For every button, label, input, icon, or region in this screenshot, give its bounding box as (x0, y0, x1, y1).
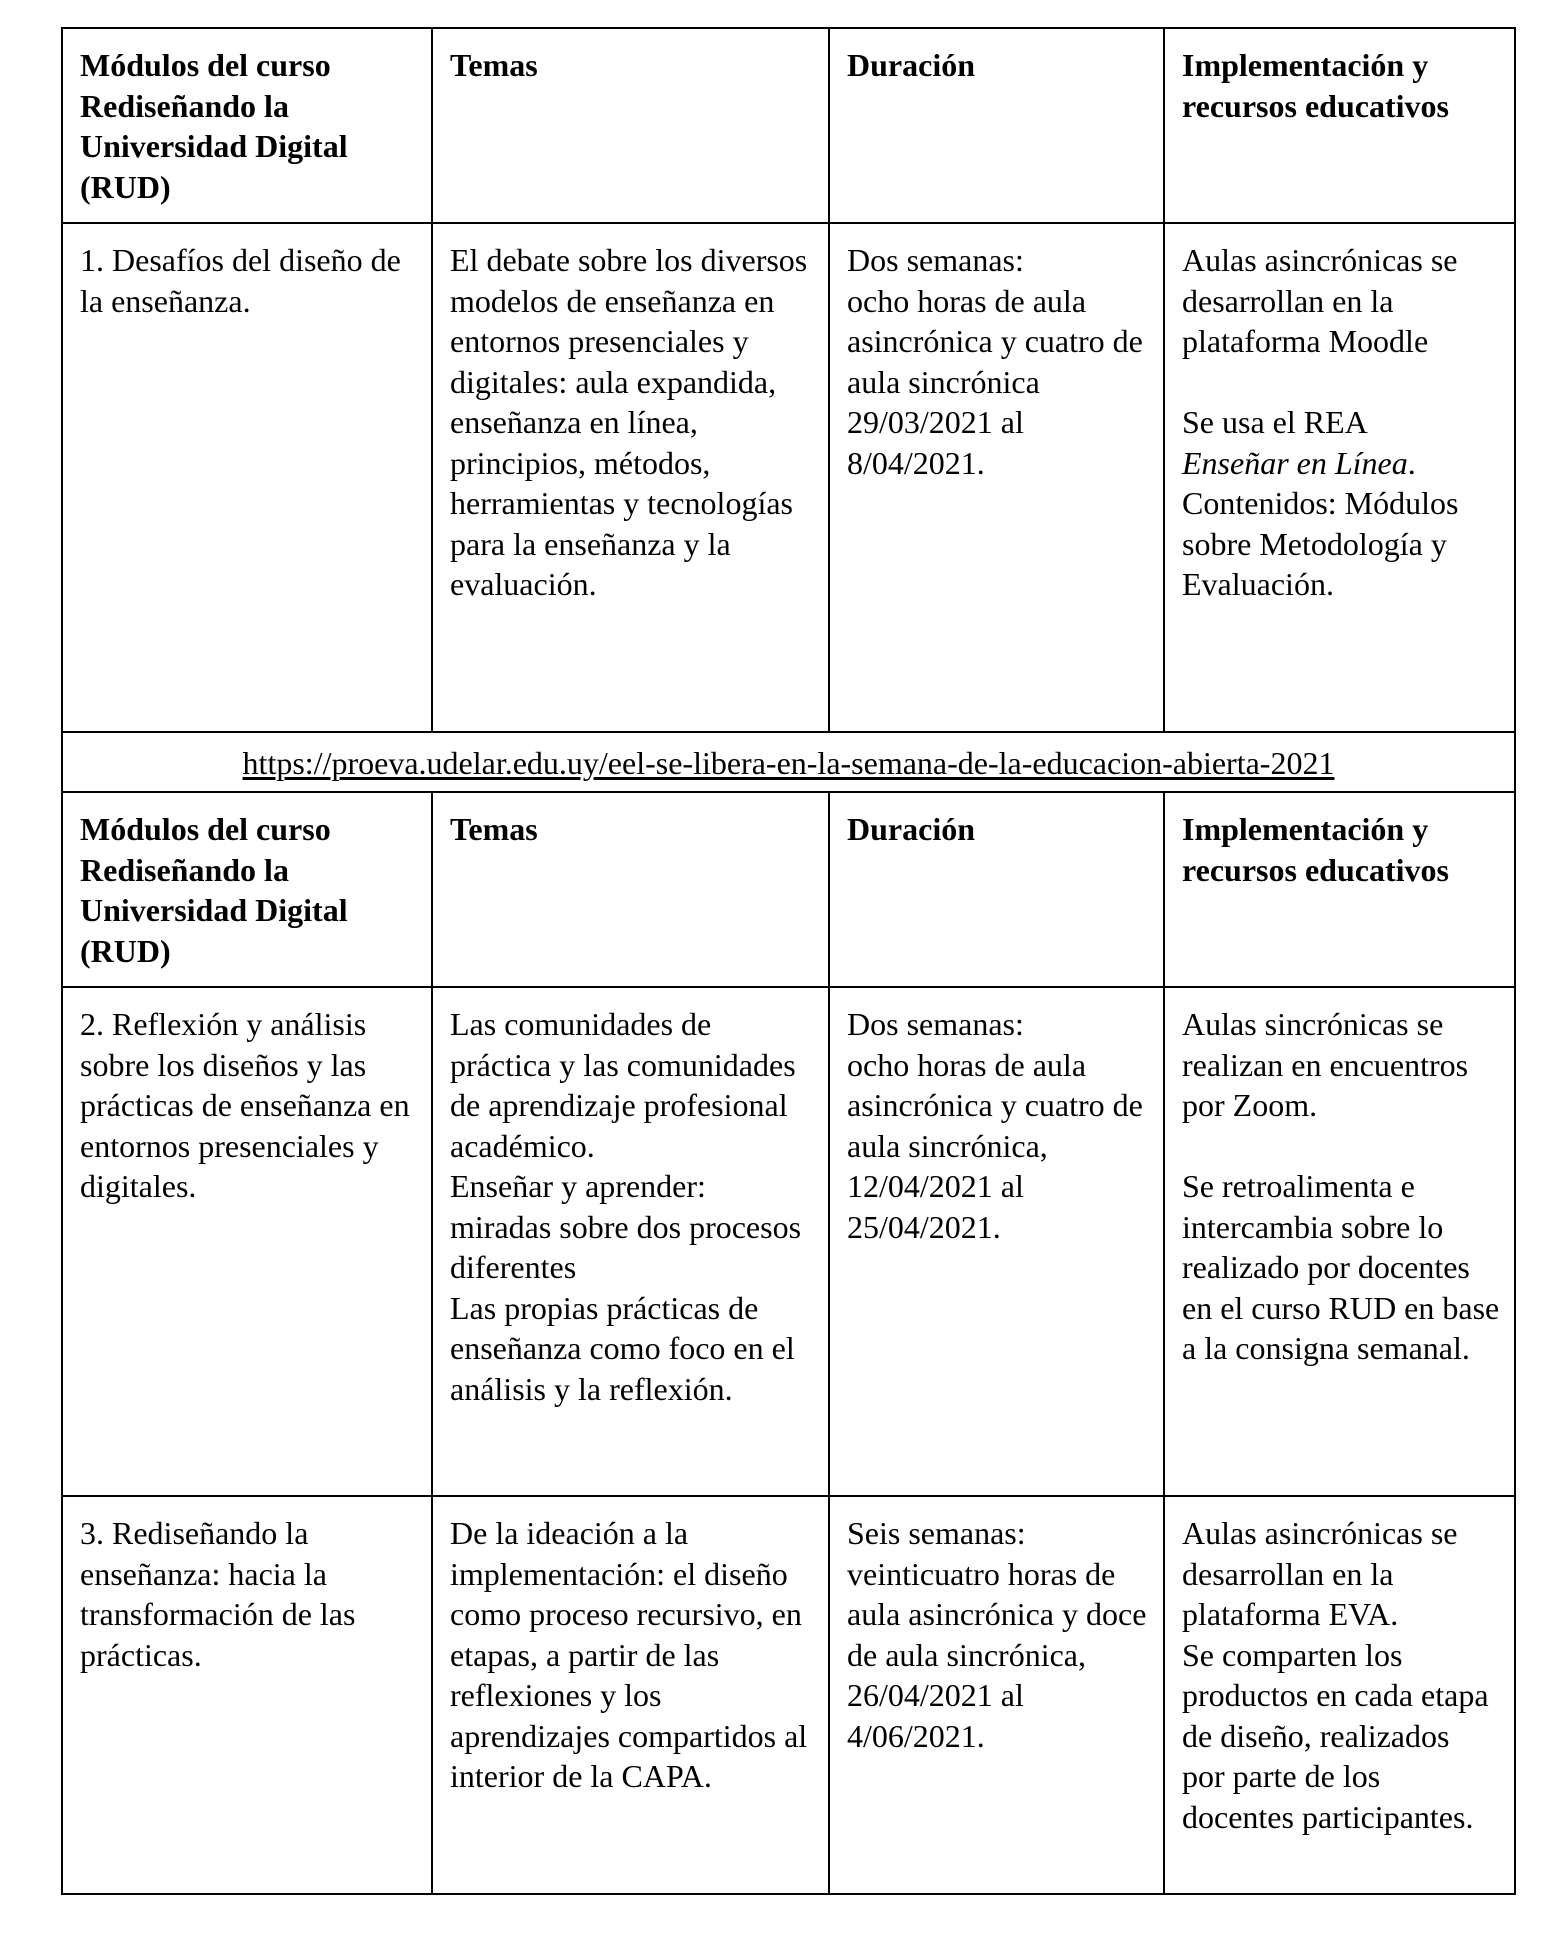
link-cell (62, 732, 1515, 792)
module-1-title-text: 1. Desafíos del diseño de la enseñanza. (80, 242, 401, 319)
header-temas (432, 28, 829, 223)
header-duracion-text: Duración (847, 47, 975, 83)
header-implementacion-repeat (1164, 792, 1515, 987)
module-1-temas-text: El debate sobre los diversos modelos de enseñanza en entornos presenciales y digitales: aula expandida, enseñanza en línea, principios, métodos, herramientas y tecnologías para la enseñanza y la evaluación. (450, 242, 808, 602)
module-2-impl-paragraph-1: Aulas sincrónicas se realizan en encuentros por Zoom. (1182, 1006, 1469, 1123)
header-implementacion (1164, 28, 1515, 223)
module-2-duracion-text: Dos semanas: ocho horas de aula asincrónica y cuatro de aula sincrónica, 12/04/2021 al 25/04/2021. (847, 1006, 1143, 1245)
module-1-impl-paragraph-1: Aulas asincrónicas se desarrollan en la plataforma Moodle (1182, 242, 1458, 359)
module-1-implementacion (1164, 223, 1515, 732)
header-modules-repeat-text: Módulos del curso Rediseñando la Universidad Digital (RUD) (80, 811, 348, 969)
course-modules-table (61, 27, 1516, 1895)
header-temas-text: Temas (450, 47, 538, 83)
module-2-temas-text: Las comunidades de práctica y las comunidades de aprendizaje profesional académico. Enseñar y aprender: miradas sobre dos procesos diferentes Las propias prácticas de enseñanza como foco en el análisis y la reflexión. (450, 1006, 802, 1407)
module-3-title (62, 1496, 432, 1894)
table-header-row-repeat (62, 792, 1515, 987)
module-3-implementacion (1164, 1496, 1515, 1894)
header-modules-text: Módulos del curso Rediseñando la Universidad Digital (RUD) (80, 47, 348, 205)
module-2-title (62, 987, 432, 1496)
table-row-module-1 (62, 223, 1515, 732)
module-3-duracion-text: Seis semanas: veinticuatro horas de aula asincrónica y doce de aula sincrónica, 26/04/2021 al 4/06/2021. (847, 1515, 1147, 1754)
module-1-impl-paragraph-2 (1182, 404, 1458, 602)
module-1-duracion (829, 223, 1164, 732)
table-row-link (62, 732, 1515, 792)
module-2-implementacion (1164, 987, 1515, 1496)
module-2-duracion (829, 987, 1164, 1496)
module-3-duracion (829, 1496, 1164, 1894)
module-1-temas (432, 223, 829, 732)
module-2-impl-paragraph-2: Se retroalimenta e intercambia sobre lo realizado por docentes en el curso RUD en base a la consigna semanal. (1182, 1168, 1500, 1366)
table-row-module-3 (62, 1496, 1515, 1894)
module-2-temas (432, 987, 829, 1496)
header-implementacion-repeat-text: Implementación y recursos educativos (1182, 811, 1449, 888)
table-header-row (62, 28, 1515, 223)
header-duracion-repeat-text: Duración (847, 811, 975, 847)
header-implementacion-text: Implementación y recursos educativos (1182, 47, 1449, 124)
module-1-impl-suffix: . Contenidos: Módulos sobre Metodología y Evaluación. (1182, 444, 1459, 602)
header-modules (62, 28, 432, 223)
header-temas-repeat-text: Temas (450, 811, 538, 847)
header-temas-repeat (432, 792, 829, 987)
module-3-impl-text: Aulas asincrónicas se desarrollan en la plataforma EVA. Se comparten los productos en cada etapa de diseño, realizados por parte de los docentes participantes. (1182, 1515, 1489, 1835)
header-duracion (829, 28, 1164, 223)
module-1-impl-prefix: Se usa el REA (1182, 404, 1368, 440)
table-row-module-2 (62, 987, 1515, 1496)
module-3-title-text: 3. Rediseñando la enseñanza: hacia la transformación de las prácticas. (80, 1515, 356, 1673)
module-3-temas (432, 1496, 829, 1894)
proeva-link[interactable]: https://proeva.udelar.edu.uy/eel-se-libera-en-la-semana-de-la-educacion-abierta-2021 (242, 744, 1335, 781)
header-modules-repeat (62, 792, 432, 987)
module-1-title (62, 223, 432, 732)
header-duracion-repeat (829, 792, 1164, 987)
module-1-duracion-text: Dos semanas: ocho horas de aula asincrónica y cuatro de aula sincrónica 29/03/2021 al 8/04/2021. (847, 242, 1143, 481)
module-1-impl-rea-title: Enseñar en Línea (1182, 444, 1408, 481)
module-3-temas-text: De la ideación a la implementación: el diseño como proceso recursivo, en etapas, a partir de las reflexiones y los aprendizajes compartidos al interior de la CAPA. (450, 1515, 808, 1794)
module-2-title-text: 2. Reflexión y análisis sobre los diseños y las prácticas de enseñanza en entornos presenciales y digitales. (80, 1006, 410, 1204)
